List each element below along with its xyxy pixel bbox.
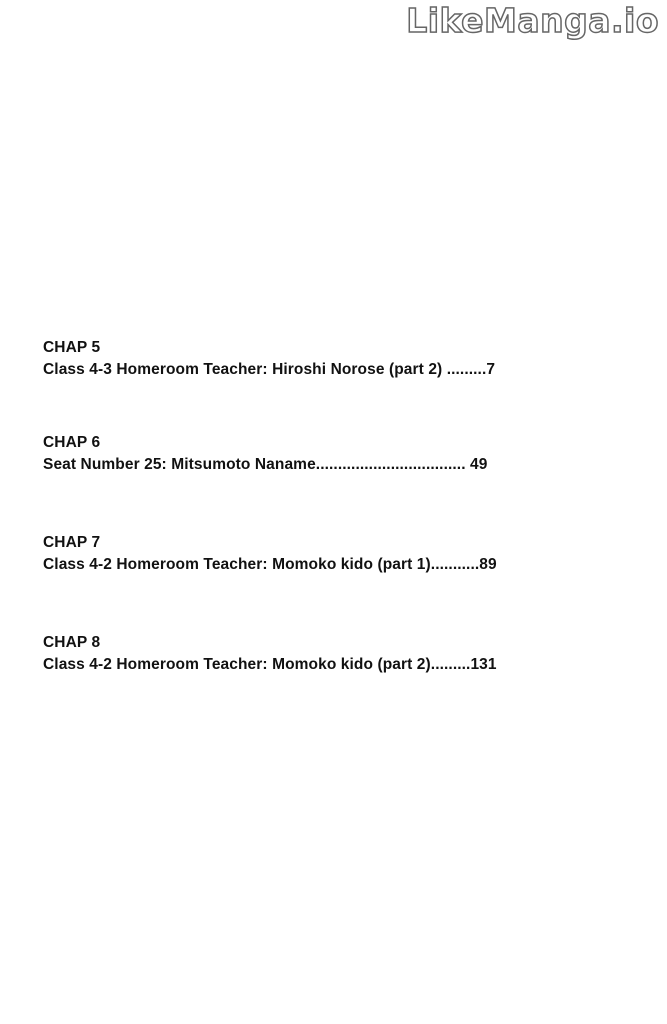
- chapter-title-line: Class 4-2 Homeroom Teacher: Momoko kido (part 2).........131: [43, 656, 497, 673]
- chapter-label: CHAP 8: [43, 634, 101, 651]
- chapter-title-line: Class 4-3 Homeroom Teacher: Hiroshi Norose (part 2) .........7: [43, 361, 496, 378]
- site-watermark: LikeManga.io: [406, 1, 659, 40]
- chapter-label: CHAP 7: [43, 534, 101, 551]
- toc-entry-chap-7: [43, 532, 497, 576]
- chapter-title-line: Seat Number 25: Mitsumoto Naname.................................. 49: [43, 456, 488, 473]
- chapter-label: CHAP 5: [43, 339, 101, 356]
- toc-entry-chap-5: [43, 337, 495, 381]
- chapter-label: CHAP 6: [43, 434, 101, 451]
- toc-entry-chap-6: [43, 432, 487, 476]
- toc-entry-chap-8: [43, 632, 497, 676]
- chapter-title-line: Class 4-2 Homeroom Teacher: Momoko kido (part 1)...........89: [43, 556, 497, 573]
